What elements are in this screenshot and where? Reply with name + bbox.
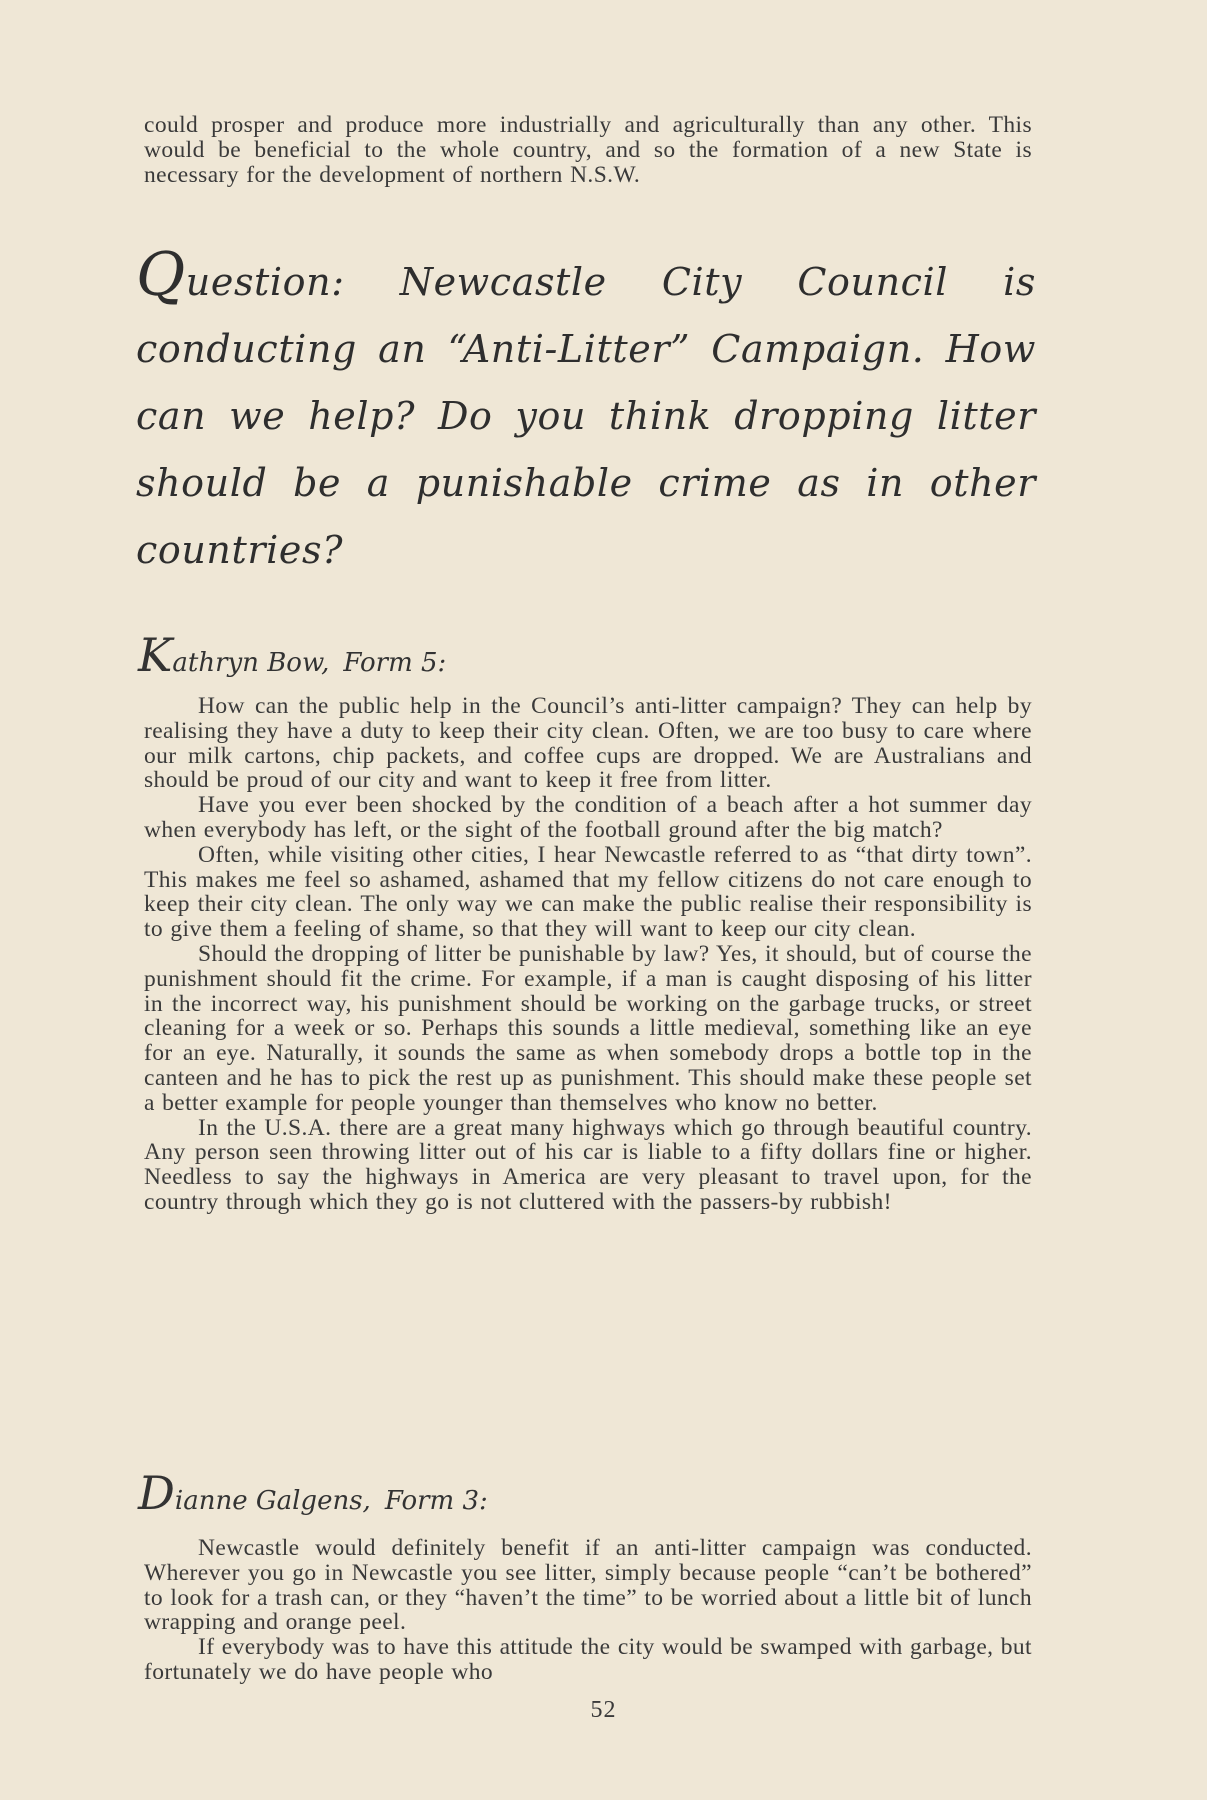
question-text: uestion: Newcastle City Council is conducting an “Anti-Litter” Campaign. How can we help? Do you think dropping litter should be a punishable crime as in other countries? xyxy=(136,260,1036,572)
kathryn-paragraph-2: Have you ever been shocked by the condition of a beach after a hot summer day when everybody has left, or the sight of the football ground after the big match? xyxy=(144,792,1032,843)
author-kathryn-form: Form 5: xyxy=(343,648,447,678)
kathryn-paragraph-5: In the U.S.A. there are a great many highways which go through beautiful country. Any person seen throwing litter out of his car is liable to a fifty dollars fine or higher. Needless to say the highways in America are very pleasant to travel upon, for the country through which they go is not cluttered with the passers-by rubbish! xyxy=(144,1114,1032,1215)
kathryn-paragraph-3: Often, while visiting other cities, I hear Newcastle referred to as “that dirty town”. This makes me feel so ashamed, ashamed that my fellow citizens do not care enough to keep their city clean. The only way we can make the public realise their responsibility is to give them a feeling of shame, so that they will want to keep our city clean. xyxy=(144,841,1032,943)
kathryn-paragraph-1: How can the public help in the Council’s anti-litter campaign? They can help by realising they have a duty to keep their city clean. Often, we are too busy to care where our milk cartons, chip packets, and coffee cups are dropped. We are Australians and should be proud of our city and want to keep it free from litter. xyxy=(144,693,1032,794)
author-dianne-name: ianne Galgens, xyxy=(174,1486,371,1516)
intro-paragraph xyxy=(144,113,1032,187)
author-kathryn-heading xyxy=(138,628,446,682)
author-kathryn-initial: K xyxy=(138,628,173,682)
dianne-response xyxy=(144,1536,1032,1685)
author-dianne-form: Form 3: xyxy=(384,1486,488,1516)
dianne-paragraph-1: Newcastle would definitely benefit if an anti-litter campaign was conducted. Wherever you go in Newcastle you see litter, simply because people “can’t be bothered” to look for a trash can, or they “haven’t the time” to be worried about a little bit of lunch wrapping and orange peel. xyxy=(144,1535,1032,1636)
question-heading xyxy=(136,242,1036,584)
kathryn-paragraph-4: Should the dropping of litter be punishable by law? Yes, it should, but of course the punishment should fit the crime. For example, if a man is caught disposing of his litter in the incorrect way, his punishment should be working on the garbage trucks, or street cleaning for a week or so. Perhaps this sounds a little medieval, something like an eye for an eye. Naturally, it sounds the same as when somebody drops a bottle top in the canteen and he has to pick the rest up as punishment. This should make these people set a better example for people younger than themselves who know no better. xyxy=(144,940,1032,1116)
page-number: 52 xyxy=(590,1697,617,1723)
author-dianne-initial: D xyxy=(138,1466,175,1520)
author-dianne-heading xyxy=(138,1466,488,1520)
question-lead-cap: Q xyxy=(136,240,186,310)
author-kathryn-name: athryn Bow, xyxy=(172,648,330,678)
intro-text: could prosper and produce more industrially and agriculturally than any other. This would be beneficial to the whole country, and so the formation of a new State is necessary for the development of northern N.S.W. xyxy=(144,112,1032,188)
kathryn-response xyxy=(144,694,1032,1215)
dianne-paragraph-2: If everybody was to have this attitude the city would be swamped with garbage, but fortunately we do have people who xyxy=(144,1634,1032,1685)
